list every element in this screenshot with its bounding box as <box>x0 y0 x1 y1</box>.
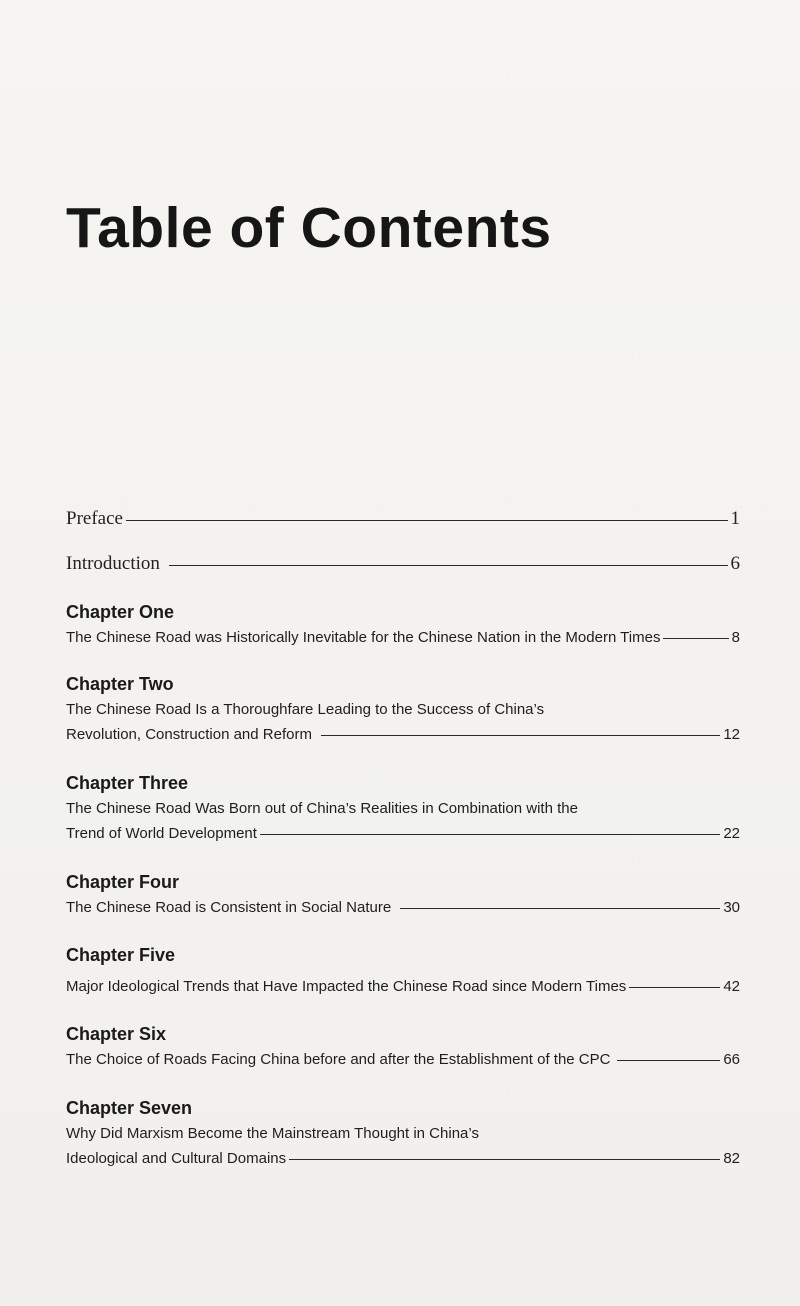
toc-entry-introduction[interactable] <box>66 551 740 577</box>
page-number: 22 <box>723 825 740 842</box>
toc-entry-line <box>66 625 740 650</box>
page-number: 30 <box>723 899 740 916</box>
toc-entry-line <box>66 551 740 577</box>
chapter-label: Chapter Three <box>66 773 189 793</box>
entry-title: The Chinese Road was Historically Inevitable for the Chinese Nation in the Modern Times <box>66 629 661 646</box>
leader-rule <box>321 735 720 736</box>
entry-title: Major Ideological Trends that Have Impacted the Chinese Road since Modern Times <box>66 978 627 995</box>
page-number: 12 <box>723 726 740 743</box>
page-number: 6 <box>730 553 740 574</box>
leader-rule <box>126 520 728 521</box>
leader-rule <box>169 565 728 566</box>
chapter-label: Chapter Five <box>66 945 176 965</box>
page-number: 1 <box>730 508 740 529</box>
page-number: 8 <box>731 629 740 646</box>
page-number: 82 <box>723 1150 740 1167</box>
page-number: 66 <box>723 1051 740 1068</box>
entry-title: The Chinese Road is Consistent in Social Nature <box>66 899 392 916</box>
leader-rule <box>289 1159 720 1160</box>
entry-title: Trend of World Development <box>66 825 257 842</box>
chapter-label: Chapter Six <box>66 1024 167 1044</box>
leader-rule <box>400 908 720 909</box>
toc-entry-chapter-two[interactable] <box>66 675 740 747</box>
toc-entry-line <box>66 1146 740 1171</box>
toc-entry-chapter-five[interactable] <box>66 946 740 999</box>
toc-entry-chapter-three[interactable] <box>66 774 740 846</box>
toc-entry-line <box>66 974 740 999</box>
toc-entry-line <box>66 821 740 846</box>
toc-entry-line <box>66 895 740 920</box>
toc-entry-line <box>66 506 740 532</box>
entry-title-line: The Chinese Road Was Born out of China’s Realities in Combination with the <box>66 800 578 817</box>
chapter-label: Chapter One <box>66 602 175 622</box>
entry-title: Introduction <box>66 553 160 574</box>
page-number: 42 <box>723 978 740 995</box>
chapter-label: Chapter Seven <box>66 1098 193 1118</box>
leader-rule <box>260 834 720 835</box>
toc-entry-chapter-four[interactable] <box>66 873 740 920</box>
toc-entry-line <box>66 722 740 747</box>
chapter-label: Chapter Four <box>66 872 180 892</box>
entry-title: Preface <box>66 508 123 529</box>
entry-title-line: The Chinese Road Is a Thoroughfare Leading to the Success of China’s <box>66 701 545 718</box>
toc-entry-chapter-six[interactable] <box>66 1025 740 1072</box>
chapter-label: Chapter Two <box>66 674 174 694</box>
toc-entry-line <box>66 1047 740 1072</box>
toc-entry-preface[interactable] <box>66 506 740 532</box>
toc-entry-chapter-one[interactable] <box>66 603 740 650</box>
entry-title: Ideological and Cultural Domains <box>66 1150 287 1167</box>
toc-entry-chapter-seven[interactable] <box>66 1099 740 1171</box>
page-title: Table of Contents <box>66 196 552 260</box>
entry-title-line: Why Did Marxism Become the Mainstream Thought in China’s <box>66 1125 479 1142</box>
leader-rule <box>663 638 728 639</box>
entry-title: The Choice of Roads Facing China before and after the Establishment of the CPC <box>66 1051 611 1068</box>
leader-rule <box>629 987 720 988</box>
entry-title: Revolution, Construction and Reform <box>66 726 312 743</box>
leader-rule <box>617 1060 720 1061</box>
